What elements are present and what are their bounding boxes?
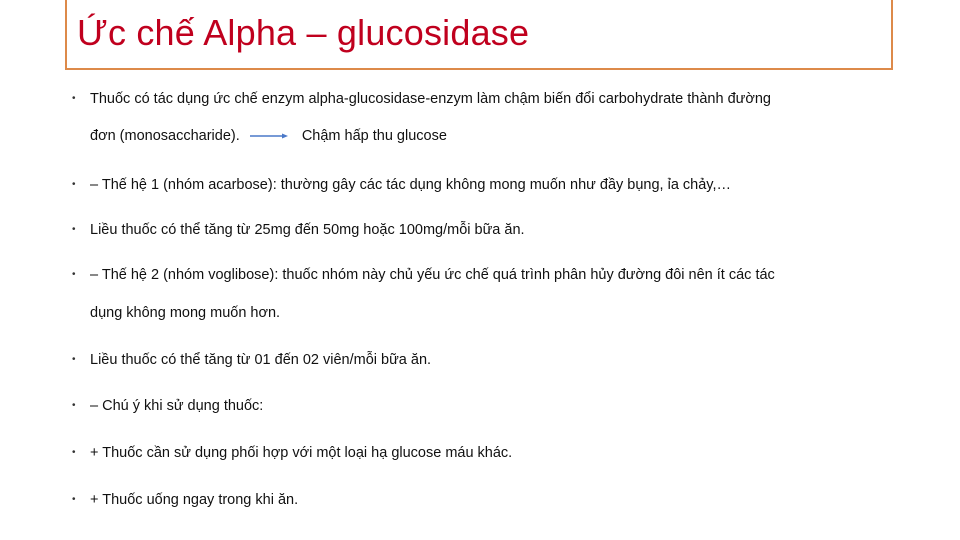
slide-title: Ức chế Alpha – glucosidase [77,12,530,53]
list-item-text: – Thế hệ 2 (nhóm voglibose): thuốc nhóm này chủ yếu ức chế quá trình phân hủy đường đôi nên ít các tác [90,267,775,283]
list-item-text: + Thuốc cần sử dụng phối hợp với một loại hạ glucose máu khác. [90,445,513,461]
list-item-text: – Thế hệ 1 (nhóm acarbose): thường gây các tác dụng không mong muốn như đầy bụng, ỉa chảy,… [90,177,731,193]
bullet-icon: • [72,269,76,280]
list-item-continuation [90,127,447,145]
bullet-icon: • [72,179,76,190]
list-item-text: Chậm hấp thu glucose [301,128,447,144]
title-box [65,0,893,70]
bullet-icon: • [72,354,76,365]
list-item-text: Liều thuốc có thể tăng từ 01 đến 02 viên/mỗi bữa ăn. [90,352,432,368]
list-item-text: – Chú ý khi sử dụng thuốc: [90,398,264,414]
bullet-icon: • [72,494,76,505]
bullet-icon: • [72,447,76,458]
bullet-icon: • [72,224,76,235]
list-item-text: đơn (monosaccharide). [90,128,240,144]
list-item-text: Liều thuốc có thể tăng từ 25mg đến 50mg hoặc 100mg/mỗi bữa ăn. [90,222,525,238]
list-item-text: + Thuốc uống ngay trong khi ăn. [90,492,299,508]
list-item-text: Thuốc có tác dụng ức chế enzym alpha-glucosidase-enzym làm chậm biến đổi carbohydrate thành đường [90,91,771,107]
bullet-icon: • [72,400,76,411]
arrow-right-icon [250,132,290,140]
list-item-text: dụng không mong muốn hơn. [90,305,281,321]
bullet-icon: • [72,93,76,104]
